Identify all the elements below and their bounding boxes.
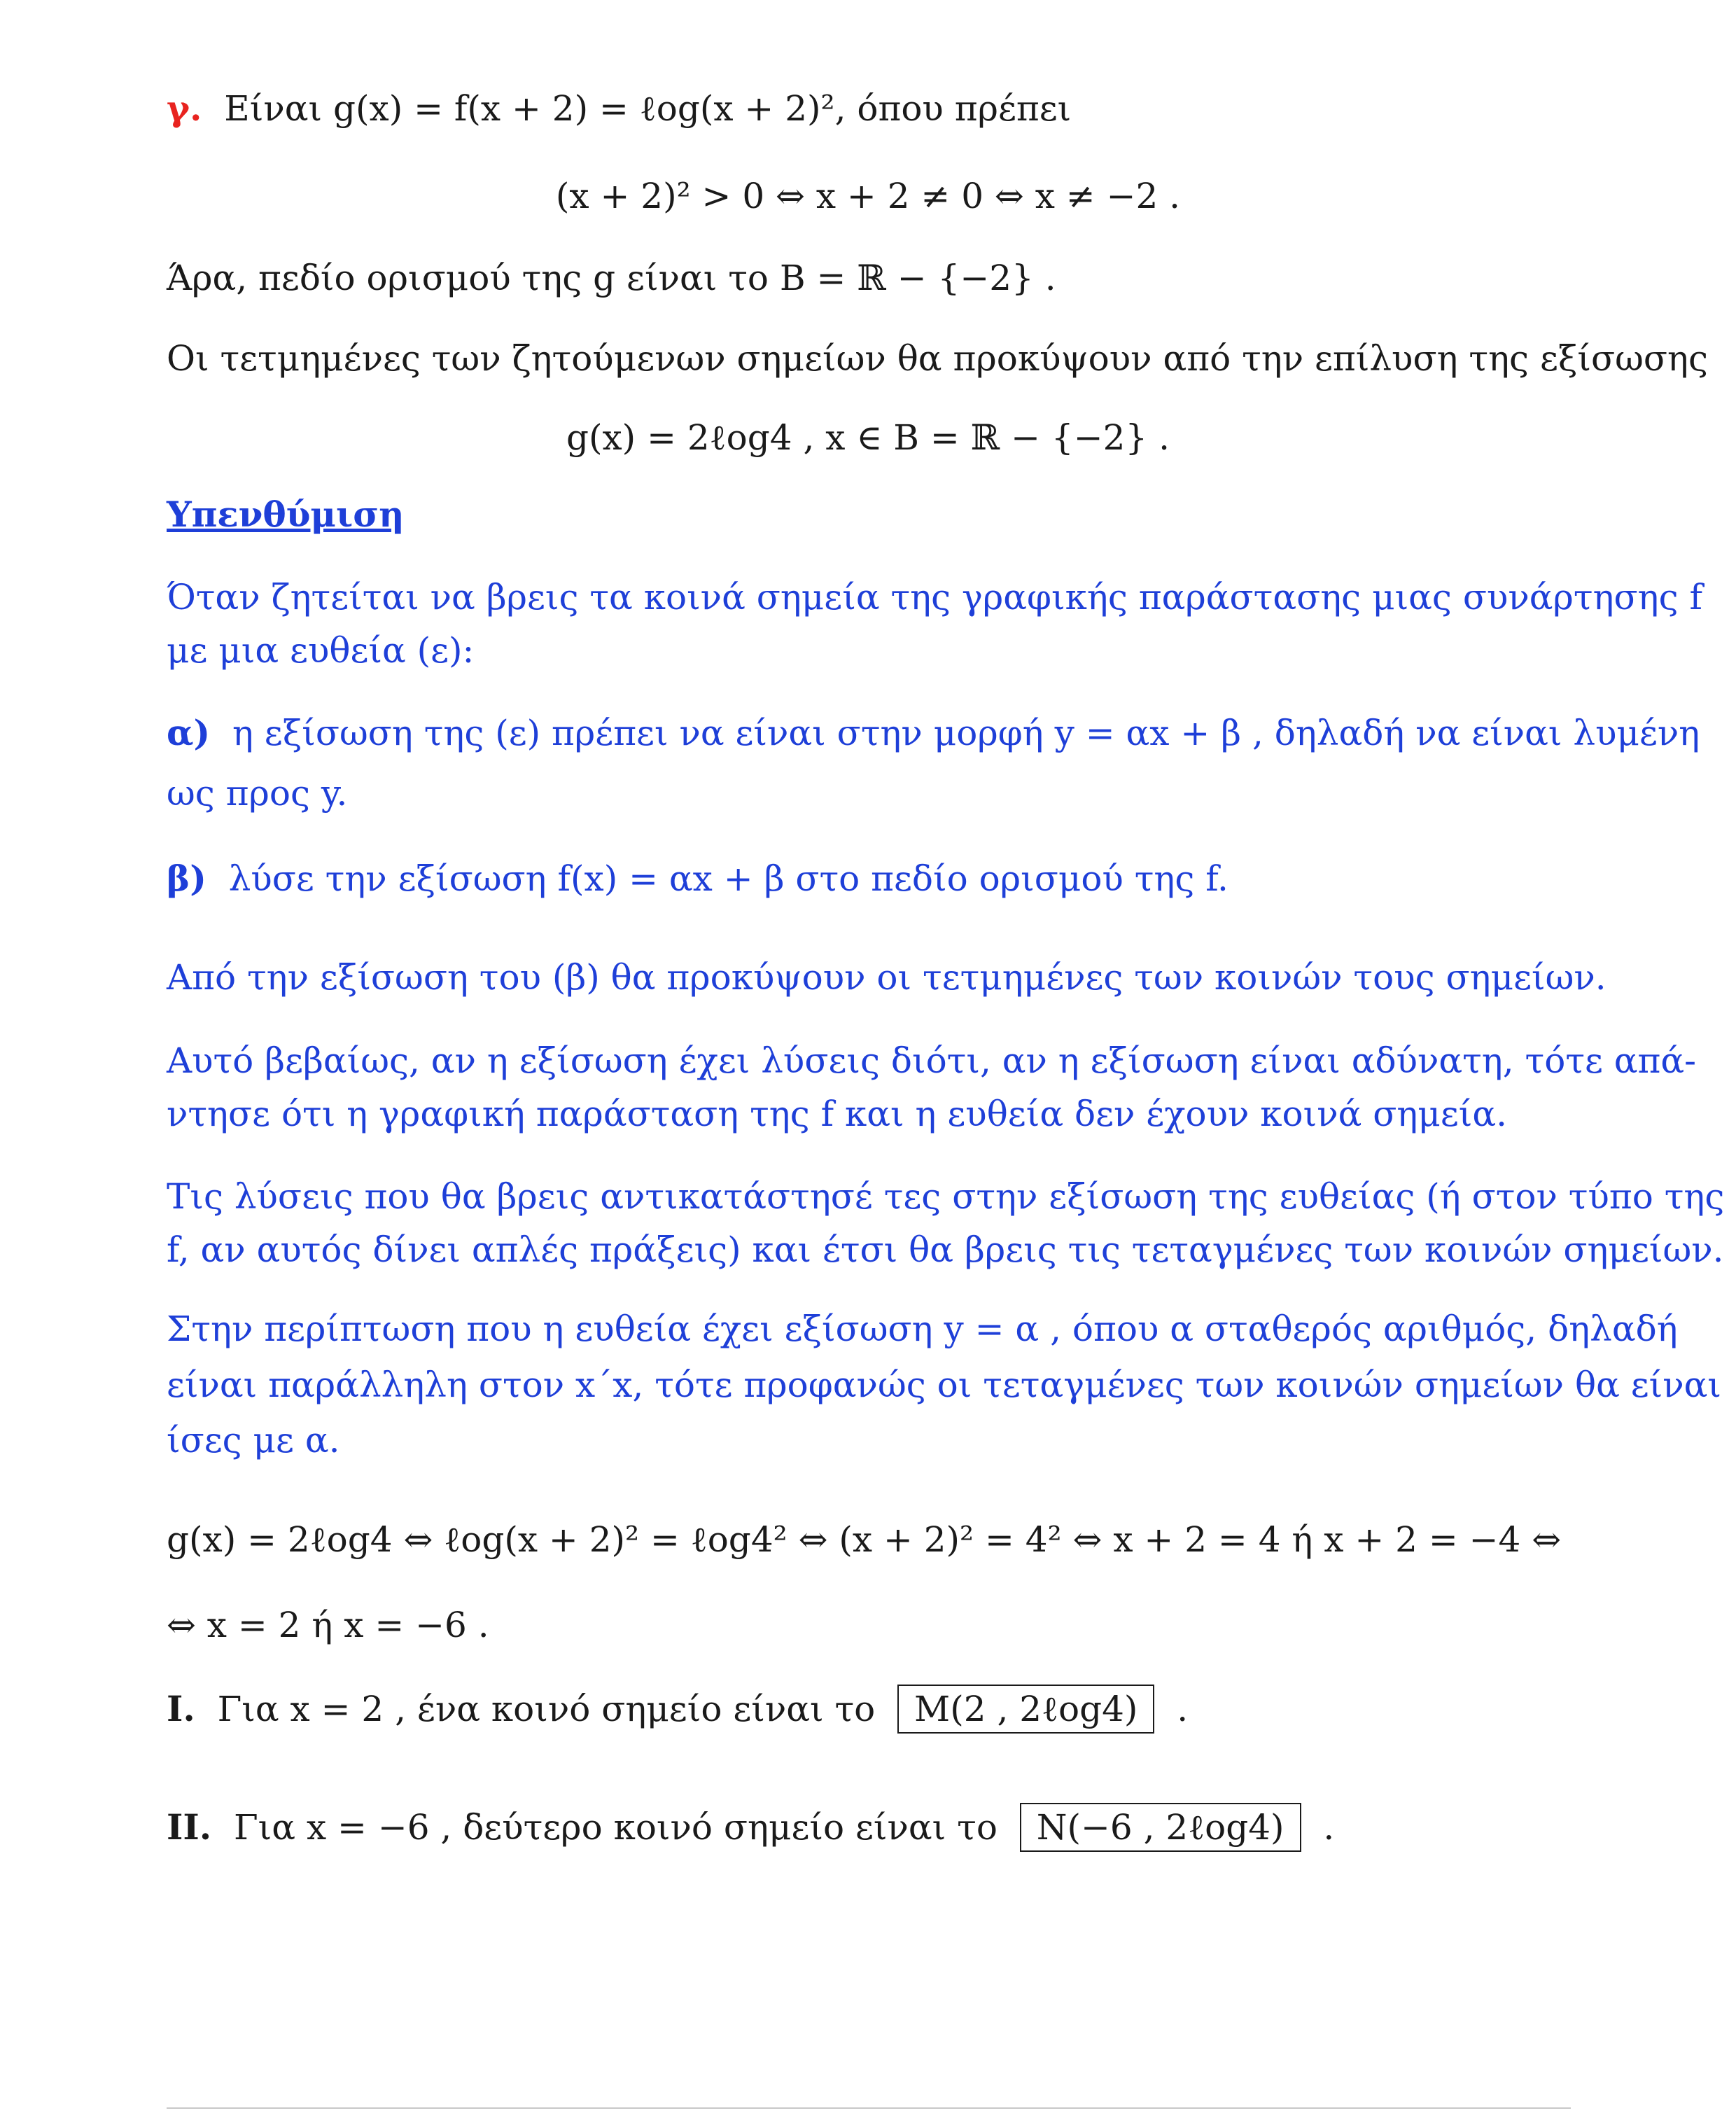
point-1-text: Για x = 2 , ένα κοινό σημείο είναι το [217,1689,876,1729]
common-point-2 [167,1803,1334,1852]
solution-line-2: ⇔ x = 2 ή x = −6 . [167,1605,489,1645]
abscissas-statement: Οι τετμημένες των ζητούμενων σημείων θα προκύψουν από την επίλυση της εξίσωσης [167,338,1708,379]
point-2-end: . [1323,1807,1335,1848]
solution-line-1: g(x) = 2ℓog4 ⇔ ℓog(x + 2)² = ℓog4² ⇔ (x + 2)² = 4² ⇔ x + 2 = 4 ή x + 2 = −4 ⇔ [167,1519,1562,1560]
reminder-line-1: Όταν ζητείται να βρεις τα κοινά σημεία της γραφικής παράστασης μιας συνάρτησης f [167,577,1703,618]
point-1-box: M(2 , 2ℓog4) [897,1685,1154,1734]
reminder-paragraph-3-line-2: f, αν αυτός δίνει απλές πράξεις) και έτσι θα βρεις τις τεταγμένες των κοινών σημείων. [167,1229,1724,1270]
part-gamma-marker: γ. [167,88,202,129]
reminder-item-b [167,858,1228,899]
item-b-text: λύσε την εξίσωση f(x) = αx + β στο πεδίο ορισμού της f. [228,858,1228,899]
point-1-marker: Ι. [167,1688,195,1729]
reminder-paragraph-2-line-1: Αυτό βεβαίως, αν η εξίσωση έχει λύσεις διότι, αν η εξίσωση είναι αδύνατη, τότε απά- [167,1040,1697,1081]
reminder-paragraph-4-line-2: είναι παράλληλη στον x΄x, τότε προφανώς οι τεταγμένες των κοινών σημείων θα είναι [167,1365,1721,1405]
point-2-text: Για x = −6 , δεύτερο κοινό σημείο είναι το [233,1807,997,1848]
gamma-intro-text: Είναι g(x) = f(x + 2) = ℓog(x + 2)², όπου πρέπει [224,88,1072,129]
reminder-item-a [167,712,1700,753]
reminder-line-2: με μια ευθεία (ε): [167,630,475,671]
item-a-text: η εξίσωση της (ε) πρέπει να είναι στην μορφή y = αx + β , δηλαδή να είναι λυμένη [232,713,1700,753]
reminder-paragraph-3-line-1: Τις λύσεις που θα βρεις αντικατάστησέ τες στην εξίσωση της ευθείας (ή στον τύπο της [167,1176,1725,1217]
domain-statement: Άρα, πεδίο ορισμού της g είναι το B = ℝ − {−2} . [167,258,1056,298]
item-a-marker: α) [167,712,211,753]
point-2-marker: ΙΙ. [167,1806,212,1848]
reminder-paragraph-1: Από την εξίσωση του (β) θα προκύψουν οι τετμημένες των κοινών τους σημείων. [167,957,1606,998]
reminder-item-a-cont: ως προς y. [167,773,348,814]
condition-equation: (x + 2)² > 0 ⇔ x + 2 ≠ 0 ⇔ x ≠ −2 . [555,176,1181,216]
reminder-title: Υπενθύμιση [167,494,405,535]
item-b-marker: β) [167,858,206,899]
footer-divider [167,2107,1571,2109]
common-point-1 [167,1685,1188,1734]
reminder-paragraph-2-line-2: ντησε ότι η γραφική παράσταση της f και η ευθεία δεν έχουν κοινά σημεία. [167,1094,1508,1134]
reminder-paragraph-4-line-3: ίσες με α. [167,1420,340,1460]
main-equation: g(x) = 2ℓog4 , x ∈ B = ℝ − {−2} . [566,417,1170,458]
gamma-intro-line [167,88,1072,129]
reminder-paragraph-4-line-1: Στην περίπτωση που η ευθεία έχει εξίσωση y = α , όπου α σταθερός αριθμός, δηλαδή [167,1309,1678,1349]
point-1-end: . [1177,1689,1189,1729]
point-2-box: N(−6 , 2ℓog4) [1020,1803,1301,1852]
